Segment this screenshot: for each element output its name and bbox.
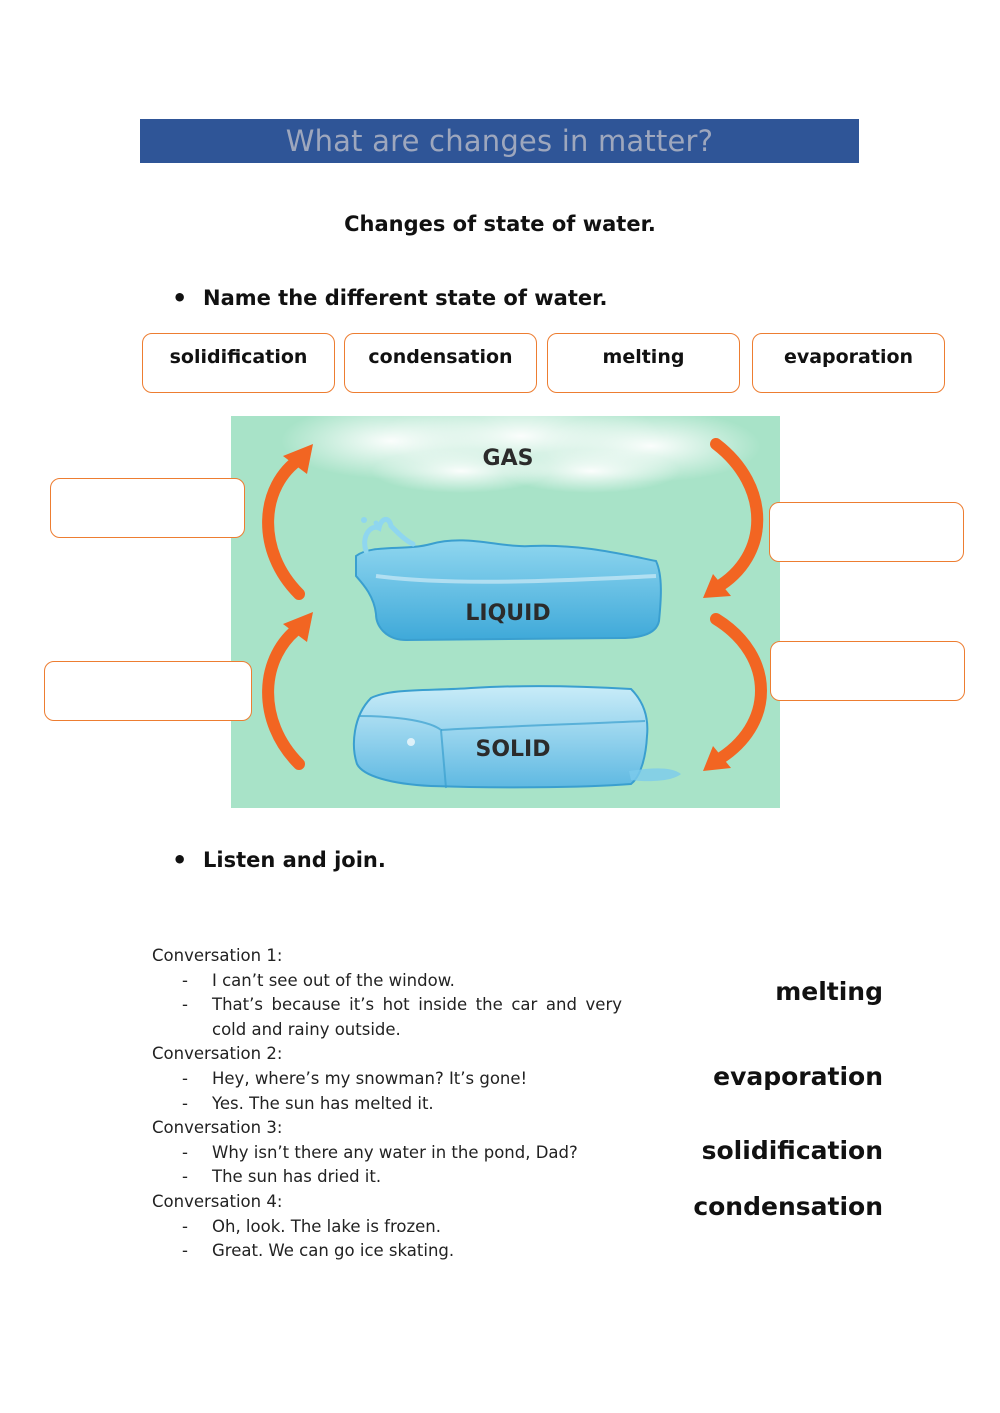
conversation-title: Conversation 1: [152, 946, 283, 965]
conversation-title: Conversation 4: [152, 1191, 283, 1211]
liquid-label: LIQUID [465, 601, 551, 626]
instruction-listen-join [172, 848, 386, 872]
instruction-name-states-text: Name the different state of water. [203, 286, 608, 310]
word-bank-melting[interactable]: melting [547, 333, 740, 393]
match-word-melting[interactable]: melting [775, 977, 883, 1006]
conversation-list [152, 944, 622, 1264]
answer-box-solid-to-liquid[interactable] [44, 661, 252, 721]
conversation-line: - The sun has dried it. [152, 1165, 622, 1190]
water-states-diagram [231, 416, 780, 808]
conversation-line: - I can’t see out of the window. [152, 969, 622, 994]
worksheet-title: What are changes in matter? [285, 124, 714, 158]
match-word-condensation[interactable]: condensation [693, 1192, 883, 1221]
answer-box-liquid-to-gas[interactable] [50, 478, 245, 538]
conversation-title: Conversation 3: [152, 1118, 283, 1138]
conversation-line: - That’s because it’s hot inside the car and very cold and rainy outside. [152, 993, 622, 1042]
instruction-name-states [172, 286, 607, 310]
subtitle: Changes of state of water. [344, 212, 656, 236]
answer-box-gas-to-liquid[interactable] [769, 502, 964, 562]
conversation-line: - Why isn’t there any water in the pond, Dad? [152, 1141, 622, 1166]
conversation-line: - Oh, look. The lake is frozen. [152, 1215, 622, 1240]
match-word-solidification[interactable]: solidification [701, 1136, 883, 1165]
conversation-line: - Yes. The sun has melted it. [152, 1092, 622, 1117]
conversation-line: - Hey, where’s my snowman? It’s gone! [152, 1067, 622, 1092]
answer-box-liquid-to-solid[interactable] [770, 641, 965, 701]
conversation-line: - Great. We can go ice skating. [152, 1239, 622, 1264]
worksheet-title-banner [140, 119, 859, 163]
word-bank-condensation[interactable]: condensation [344, 333, 537, 393]
word-bank-solidification[interactable]: solidification [142, 333, 335, 393]
solid-label: SOLID [475, 737, 551, 762]
word-bank-evaporation[interactable]: evaporation [752, 333, 945, 393]
gas-label: GAS [482, 446, 534, 471]
conversation-title: Conversation 2: [152, 1044, 283, 1064]
instruction-listen-join-text: Listen and join. [203, 848, 386, 872]
match-word-evaporation[interactable]: evaporation [713, 1062, 883, 1091]
